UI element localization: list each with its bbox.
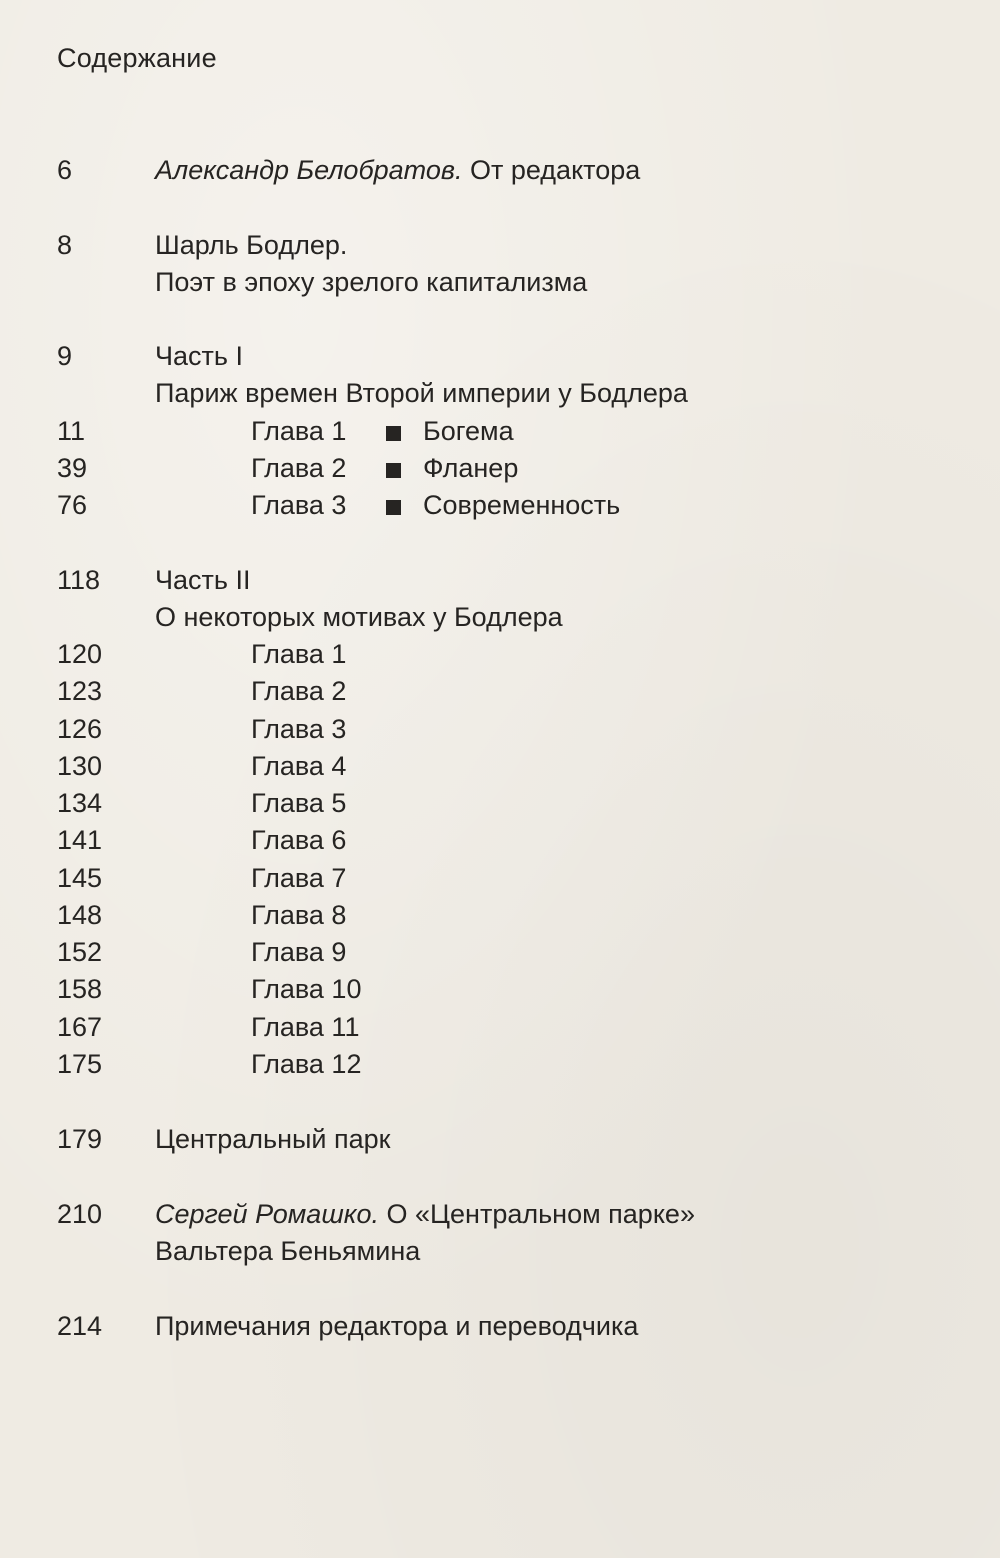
chapter-label: Глава 10: [251, 974, 362, 1004]
chapter-label: Глава 8: [251, 900, 347, 930]
page-number: 130: [57, 751, 103, 781]
chapter-label: Глава 2: [251, 453, 347, 483]
page-number: 39: [57, 453, 88, 483]
toc-chapter[interactable]: [0, 673, 1000, 710]
toc-entry[interactable]: [0, 1121, 1000, 1158]
square-bullet-icon: [386, 463, 401, 478]
square-bullet-icon: [386, 426, 401, 441]
page-number: 214: [57, 1311, 103, 1341]
chapter-label: Глава 4: [251, 751, 347, 781]
toc-entry[interactable]: [0, 227, 1000, 297]
page-number: 134: [57, 788, 103, 818]
page-number: 120: [57, 639, 103, 669]
entry-title-text: О «Центральном парке»: [386, 1199, 695, 1229]
page-number: 148: [57, 900, 103, 930]
entry-title: Примечания редактора и переводчика: [155, 1311, 639, 1341]
entry-title: Центральный парк: [155, 1124, 391, 1154]
toc-chapter[interactable]: [0, 897, 1000, 934]
page-number: 76: [57, 490, 88, 520]
chapter-subtitle: Фланер: [423, 453, 519, 483]
entry-title-text: От редактора: [469, 155, 641, 185]
page-number: 6: [57, 155, 73, 185]
chapter-subtitle: Богема: [423, 416, 514, 446]
part-label: Часть I: [155, 341, 243, 371]
toc-part[interactable]: [0, 562, 1000, 632]
part-label: Часть II: [155, 565, 251, 595]
entry-title: [155, 152, 640, 189]
page-number: 123: [57, 676, 103, 706]
toc-entry[interactable]: [0, 1196, 1000, 1266]
toc-chapter[interactable]: [0, 413, 1000, 450]
entry-author: Александр Белобратов.: [155, 155, 463, 185]
toc-heading: Содержание: [57, 43, 217, 73]
page-number: 11: [57, 416, 86, 446]
toc-chapter[interactable]: [0, 971, 1000, 1008]
page-number: 141: [57, 825, 103, 855]
page-number: 175: [57, 1049, 103, 1079]
chapter-label: Глава 3: [251, 490, 347, 520]
entry-title: Шарль Бодлер.: [155, 230, 348, 260]
toc-chapter[interactable]: [0, 785, 1000, 822]
chapter-label: Глава 11: [251, 1012, 360, 1042]
part-title: О некоторых мотивах у Бодлера: [155, 602, 563, 632]
toc-chapter[interactable]: [0, 711, 1000, 748]
chapter-label: Глава 1: [251, 416, 347, 446]
toc-entry[interactable]: [0, 152, 1000, 189]
toc-chapter[interactable]: [0, 860, 1000, 897]
entry-author: Сергей Ромашко.: [155, 1199, 380, 1229]
chapter-label: Глава 2: [251, 676, 347, 706]
page-number: 8: [57, 230, 73, 260]
page-number: 210: [57, 1199, 103, 1229]
toc-chapter[interactable]: [0, 1009, 1000, 1046]
entry-title: [155, 1196, 695, 1233]
toc-chapter[interactable]: [0, 636, 1000, 673]
toc-chapter[interactable]: [0, 487, 1000, 524]
toc-chapter[interactable]: [0, 934, 1000, 971]
entry-title-line2: Вальтера Беньямина: [155, 1236, 421, 1266]
square-bullet-icon: [386, 500, 401, 515]
toc-chapter[interactable]: [0, 1046, 1000, 1083]
page-number: 145: [57, 863, 103, 893]
toc-chapter[interactable]: [0, 748, 1000, 785]
page-number: 167: [57, 1012, 103, 1042]
chapter-label: Глава 6: [251, 825, 347, 855]
chapter-label: Глава 1: [251, 639, 347, 669]
toc-part[interactable]: [0, 338, 1000, 408]
chapter-subtitle: Современность: [423, 490, 621, 520]
chapter-label: Глава 9: [251, 937, 347, 967]
toc-chapter[interactable]: [0, 450, 1000, 487]
chapter-label: Глава 3: [251, 714, 347, 744]
chapter-label: Глава 5: [251, 788, 347, 818]
page-number: 9: [57, 341, 73, 371]
page-number: 126: [57, 714, 103, 744]
page-number: 179: [57, 1124, 103, 1154]
page-number: 158: [57, 974, 103, 1004]
chapter-label: Глава 7: [251, 863, 347, 893]
page-number: 118: [57, 565, 101, 595]
chapter-label: Глава 12: [251, 1049, 362, 1079]
toc-entry[interactable]: [0, 1308, 1000, 1345]
toc-chapter[interactable]: [0, 822, 1000, 859]
page-number: 152: [57, 937, 103, 967]
entry-title-line2: Поэт в эпоху зрелого капитализма: [155, 267, 588, 297]
part-title: Париж времен Второй империи у Бодлера: [155, 378, 688, 408]
